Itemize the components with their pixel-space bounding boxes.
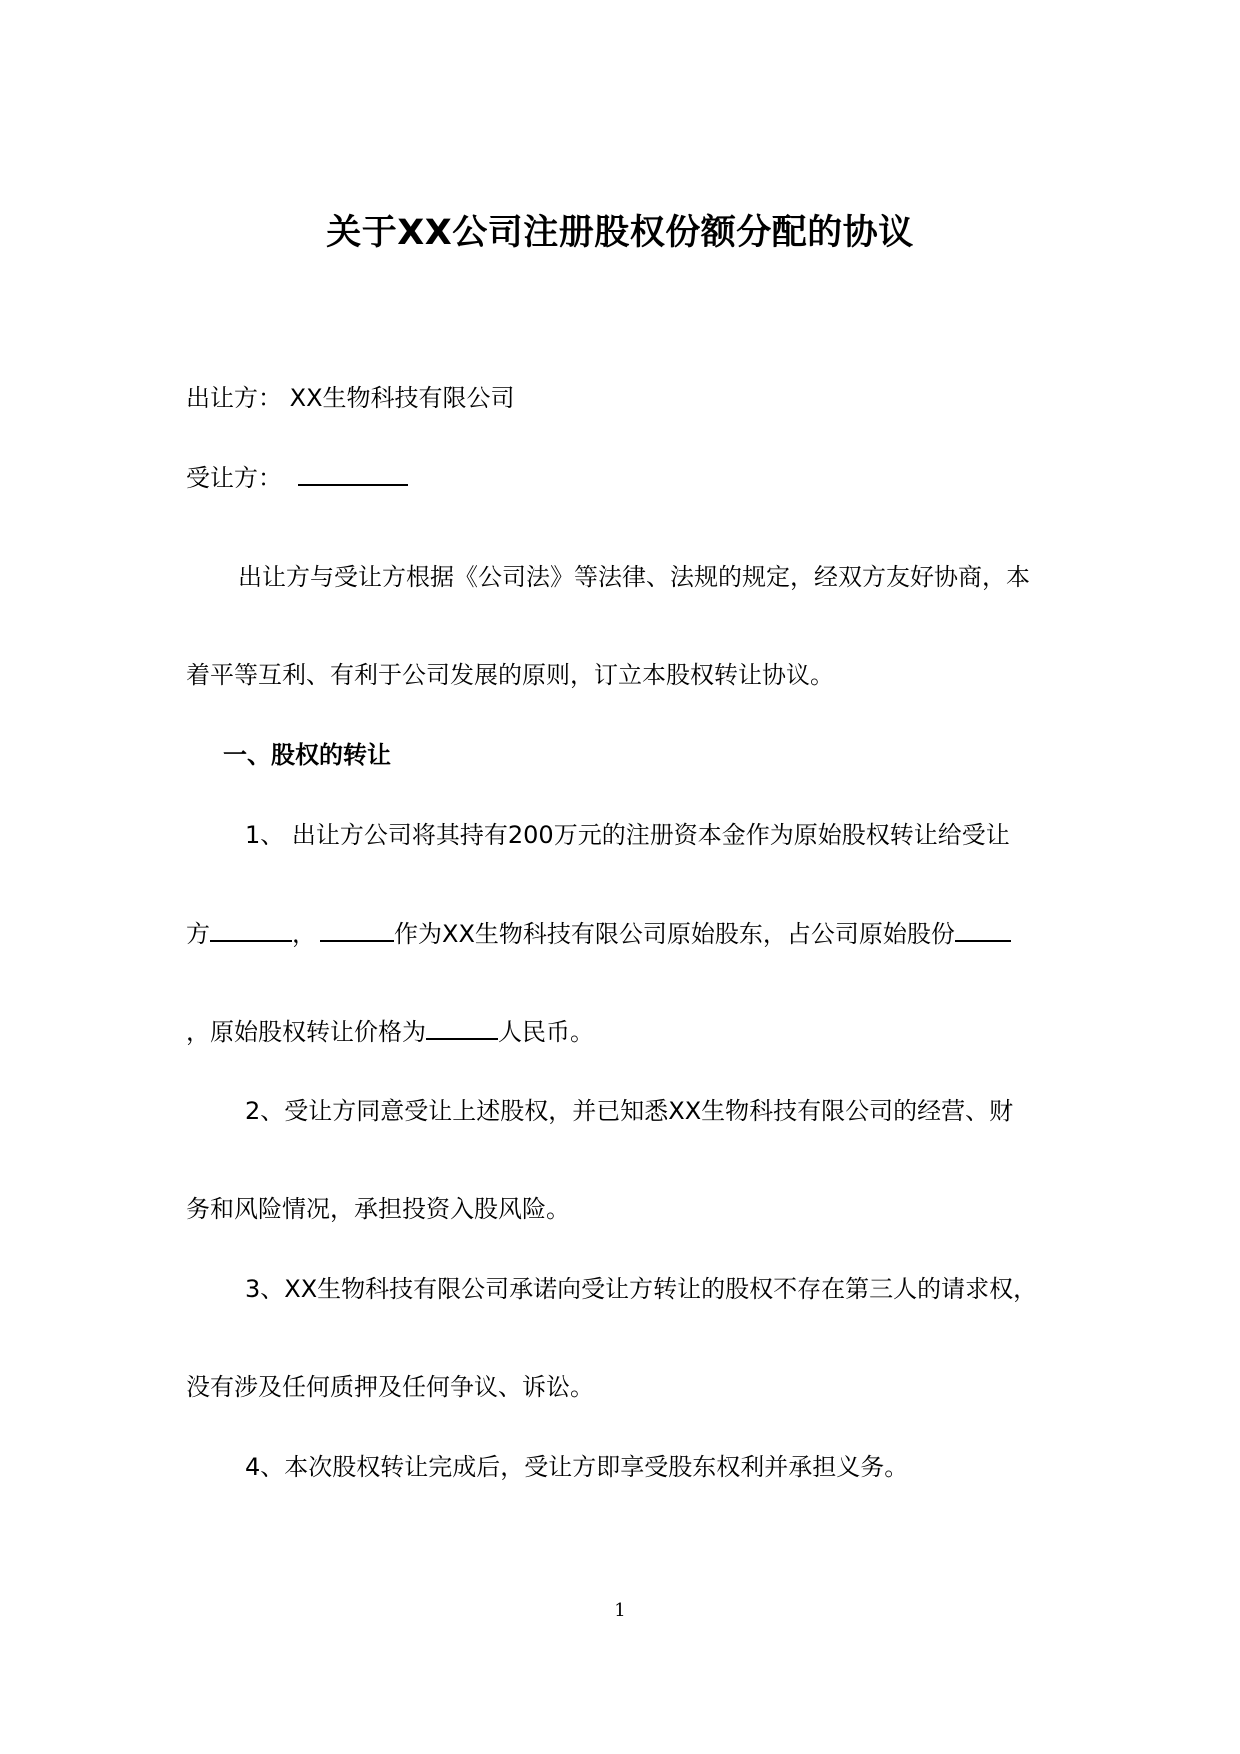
section-heading: 一、股权的转让: [223, 741, 391, 769]
preamble-line-2: 着平等互利、有利于公司发展的原则，订立本股权转让协议。: [186, 661, 834, 689]
item-4-line-1: 4、本次股权转让完成后，受让方即享受股东权利并承担义务。: [245, 1453, 909, 1481]
item-1-blank-a: [210, 918, 292, 942]
transferor-value: XX生物科技有限公司: [289, 384, 515, 412]
transferee-line: [186, 462, 408, 493]
preamble-line-1: 出让方与受让方根据《公司法》等法律、法规的规定，经双方友好协商，本: [238, 563, 1030, 591]
item-2-line-2: 务和风险情况，承担投资入股风险。: [186, 1195, 570, 1223]
transferee-blank: [298, 462, 408, 486]
item-2-line-1: 2、受让方同意受让上述股权，并已知悉XX生物科技有限公司的经营、财: [245, 1097, 1014, 1125]
document-title: 关于XX公司注册股权份额分配的协议: [326, 213, 914, 253]
item-1-price-text: ，原始股权转让价格为: [186, 1018, 426, 1046]
item-1-blank-c: [955, 918, 1011, 942]
page-number: 1: [614, 1600, 626, 1621]
transferor-label: 出让方：: [186, 384, 282, 412]
item-1-line-1: 1、 出让方公司将其持有200万元的注册资本金作为原始股权转让给受让: [245, 821, 1010, 849]
item-1-comma: ，: [292, 920, 316, 948]
item-1-line-3: [186, 1016, 594, 1047]
item-1-blank-d: [426, 1016, 498, 1040]
transferee-label: 受让方：: [186, 464, 282, 492]
item-1-shareholder-text: 作为XX生物科技有限公司原始股东，占公司原始股份: [394, 920, 955, 948]
item-3-line-1: 3、XX生物科技有限公司承诺向受让方转让的股权不存在第三人的请求权，: [245, 1275, 1038, 1303]
item-3-line-2: 没有涉及任何质押及任何争议、诉讼。: [186, 1373, 594, 1401]
item-1-line-2: [186, 918, 1011, 949]
transferor-line: [186, 383, 515, 413]
item-1-fang: 方: [186, 920, 210, 948]
item-1-blank-b: [320, 918, 394, 942]
item-1-currency: 人民币。: [498, 1018, 594, 1046]
